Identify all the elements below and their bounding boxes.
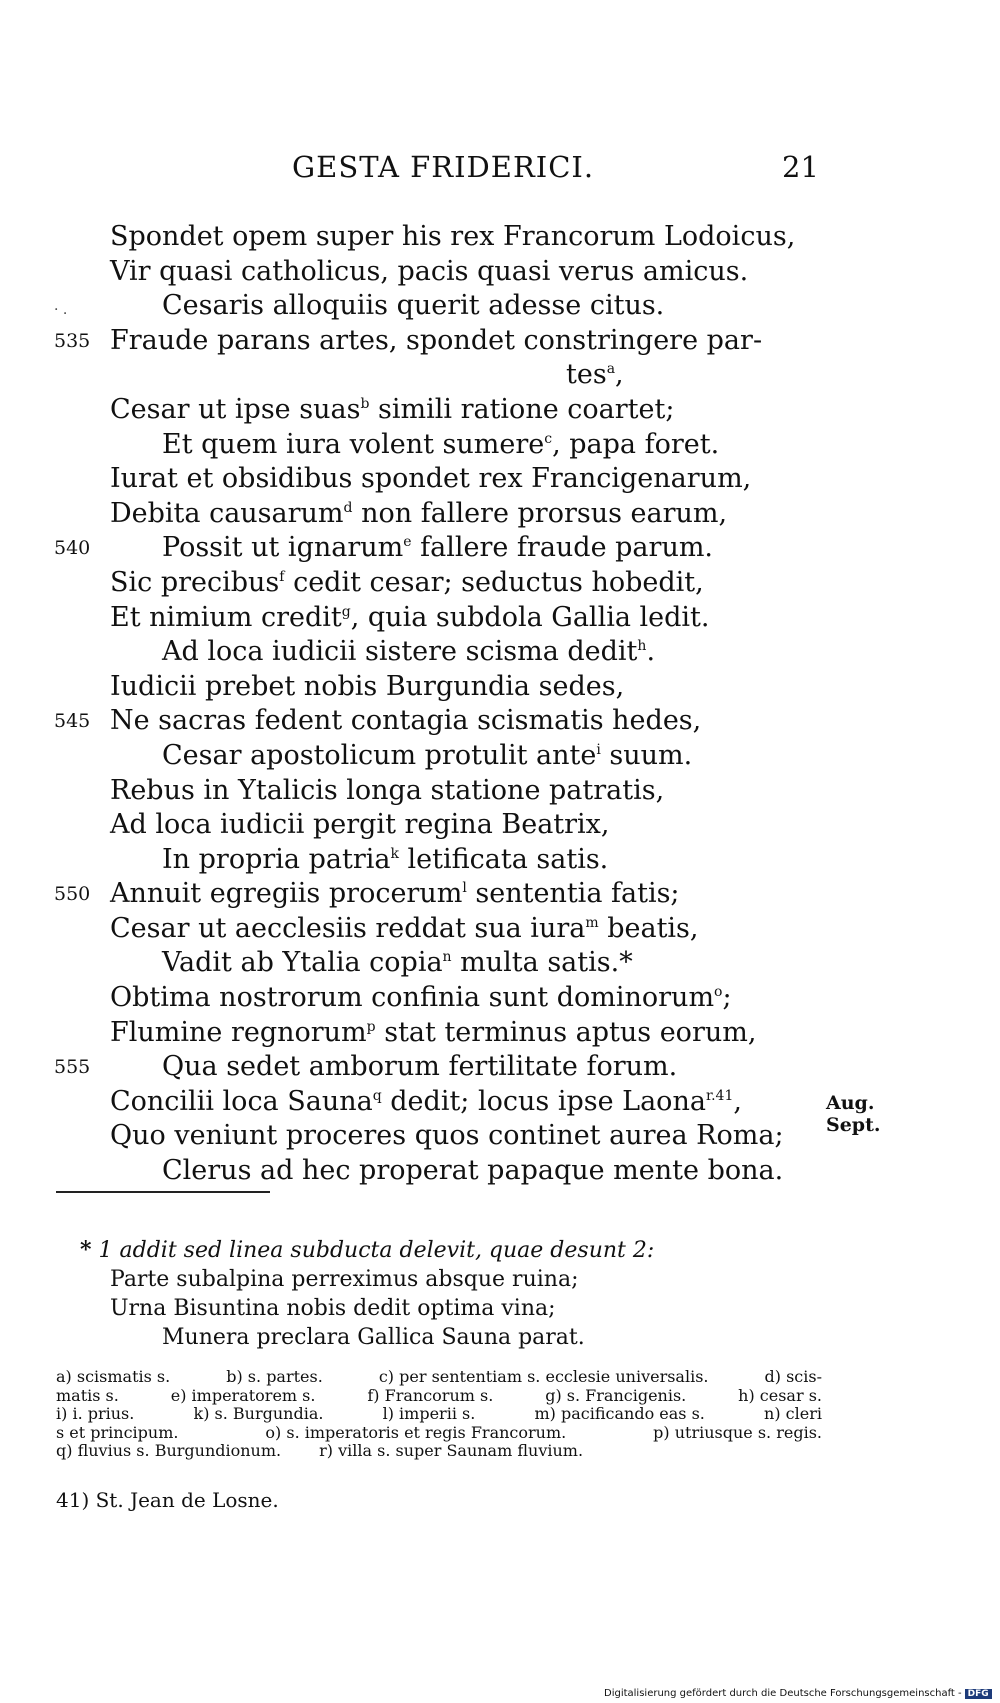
footnote-marker: d — [343, 499, 353, 516]
verse-line — [0, 877, 1000, 912]
verse-block — [0, 220, 1000, 1189]
historical-note: 41) St. Jean de Losne. — [56, 1488, 279, 1512]
star-footnote-intro-text: 1 addit sed linea subducta delevit, quae desunt 2: — [98, 1238, 655, 1263]
verse-line — [0, 601, 1000, 636]
variant-note: o) s. imperatoris et regis Francorum. — [265, 1422, 567, 1442]
variant-line — [56, 1424, 822, 1443]
verse-text-after: , papa foret. — [552, 428, 720, 460]
footnote-marker: m — [585, 914, 599, 931]
verse-line — [0, 774, 1000, 809]
verse-line — [0, 635, 1000, 670]
verse-text-main: Flumine regnorum — [110, 1016, 367, 1048]
verse-text-main: In propria patria — [162, 843, 391, 875]
verse-text-after: suum. — [600, 739, 693, 771]
verse-text-main: Cesar apostolicum protulit ante — [162, 739, 597, 771]
variant-note: c) per sententiam s. ecclesie universalis. — [378, 1367, 709, 1386]
digitization-credit — [604, 1688, 992, 1699]
variant-line — [56, 1387, 822, 1406]
variant-note: d) scis- — [764, 1367, 822, 1386]
verse-line — [0, 289, 1000, 324]
verse-text — [162, 428, 719, 463]
variant-note: e) imperatorem s. — [170, 1385, 316, 1405]
variant-note: b) s. partes. — [226, 1367, 323, 1386]
stray-mark: · . — [54, 302, 68, 318]
variant-note: s et principum. — [56, 1422, 179, 1442]
verse-text — [162, 843, 608, 878]
verse-text — [110, 981, 732, 1016]
verse-line — [0, 808, 1000, 843]
verse-text-main: Ne sacras fedent contagia scismatis hedes, — [110, 705, 702, 737]
star-footnote-line: Urna Bisuntina nobis dedit optima vina; — [110, 1296, 556, 1321]
variant-note: m) pacificando eas s. — [534, 1404, 705, 1423]
verse-text-after: non fallere prorsus earum, — [352, 497, 728, 529]
variant-line — [56, 1442, 822, 1461]
verse-text-after: simili ratione coartet; — [369, 393, 675, 425]
verse-text-main: Possit ut ignarum — [162, 532, 404, 564]
variant-note: g) s. Francigenis. — [545, 1385, 687, 1405]
verse-text — [162, 739, 692, 774]
verse-line — [0, 739, 1000, 774]
verse-line — [0, 393, 1000, 428]
verse-text — [110, 877, 680, 912]
verse-text-main: Vir quasi catholicus, pacis quasi verus amicus. — [110, 255, 749, 287]
footnote-marker: i — [596, 741, 601, 758]
verse-text-main: Vadit ab Ytalia copia — [162, 947, 443, 979]
verse-text-main: Et quem iura volent sumere — [162, 428, 545, 460]
verse-line — [0, 981, 1000, 1016]
star-footnote — [80, 1236, 920, 1352]
verse-line — [0, 1154, 1000, 1189]
variant-note: f) Francorum s. — [367, 1385, 494, 1405]
verse-text — [110, 255, 748, 290]
verse-text — [110, 704, 701, 739]
variant-note: h) cesar s. — [738, 1385, 822, 1405]
footnote-marker: l — [462, 880, 467, 897]
verse-line — [0, 566, 1000, 601]
star-footnote-line: Parte subalpina perreximus absque ruina; — [110, 1267, 579, 1292]
verse-text — [110, 1085, 742, 1120]
footnote-marker: p — [366, 1018, 376, 1035]
verse-line — [0, 912, 1000, 947]
verse-text — [110, 912, 699, 947]
footnote-marker: o — [714, 984, 723, 1001]
verse-text-main: Qua sedet amborum fertilitate forum. — [162, 1051, 678, 1083]
footnote-marker-laona: r.41 — [705, 1087, 734, 1104]
dfg-logo: DFG — [965, 1689, 992, 1699]
verse-line — [0, 497, 1000, 532]
verse-text — [162, 635, 655, 670]
credit-text: Digitalisierung gefördert durch die Deutsche Forschungsgemeinschaft - — [604, 1688, 962, 1699]
verse-text-main: Ad loca iudicii pergit regina Beatrix, — [110, 809, 610, 841]
margin-note-month-2: Sept. — [826, 1114, 881, 1136]
footnote-marker: n — [442, 949, 452, 966]
line-number: 550 — [54, 883, 91, 906]
verse-line — [0, 670, 1000, 705]
star-footnote-line: Munera preclara Gallica Sauna parat. — [162, 1325, 585, 1350]
verse-line — [0, 324, 1000, 359]
variant-note: i) i. prius. — [56, 1404, 135, 1423]
verse-text-main: Iudicii prebet nobis Burgundia sedes, — [110, 670, 625, 702]
running-title: GESTA FRIDERICI. — [292, 150, 595, 184]
footnote-marker: h — [637, 638, 647, 655]
verse-line — [0, 946, 1000, 981]
footnote-marker: g — [341, 603, 351, 620]
page-header — [0, 150, 1000, 190]
variant-line — [56, 1405, 822, 1424]
verse-text-after: multa satis.* — [451, 947, 633, 979]
verse-line — [0, 358, 1000, 393]
verse-line — [0, 220, 1000, 255]
verse-text-main: Clerus ad hec properat papaque mente bona. — [162, 1155, 784, 1187]
verse-text-after: . — [646, 636, 656, 668]
footnote-marker: q — [372, 1087, 382, 1104]
variant-note: a) scismatis s. — [56, 1367, 171, 1386]
page-number: 21 — [782, 150, 819, 184]
verse-line — [0, 843, 1000, 878]
verse-text — [110, 220, 795, 255]
verse-text — [110, 462, 751, 497]
verse-text — [110, 808, 610, 843]
verse-text-after: cedit cesar; seductus hobedit, — [284, 566, 704, 598]
verse-text — [110, 601, 710, 636]
verse-text-main: Iurat et obsidibus spondet rex Francigenarum, — [110, 463, 752, 495]
verse-text-after: ; — [722, 982, 732, 1014]
variant-note: q) fluvius s. Burgundionum. — [56, 1441, 282, 1460]
verse-text-after: letificata satis. — [398, 843, 609, 875]
verse-line — [0, 531, 1000, 566]
variant-note: p) utriusque s. regis. — [653, 1422, 822, 1442]
verse-text — [110, 670, 624, 705]
variant-note: r) villa s. super Saunam fluvium. — [319, 1441, 584, 1460]
verse-text-after: stat terminus aptus eorum, — [375, 1016, 757, 1048]
verse-text-main: Fraude parans artes, spondet constringere par- — [110, 324, 763, 356]
footnote-marker: c — [544, 430, 553, 447]
verse-text — [162, 946, 633, 981]
variant-note: matis s. — [56, 1385, 119, 1405]
variant-note: l) imperii s. — [382, 1404, 476, 1423]
footnote-marker: a — [606, 361, 616, 378]
line-number: 555 — [54, 1056, 91, 1079]
verse-text-main: tes — [566, 359, 607, 391]
verse-text — [162, 531, 713, 566]
verse-text-main: Cesar ut aecclesiis reddat sua iura — [110, 912, 586, 944]
footnote-marker: b — [360, 395, 370, 412]
verse-text-main: Cesaris alloquiis querit adesse citus. — [162, 290, 665, 322]
verse-text — [162, 289, 664, 324]
verse-text-main: Annuit egregiis procerum — [110, 878, 463, 910]
star-footnote-intro — [80, 1236, 920, 1265]
verse-text-main: Debita causarum — [110, 497, 344, 529]
verse-line — [0, 1016, 1000, 1051]
verse-text-main: Rebus in Ytalicis longa statione patratis, — [110, 774, 665, 806]
verse-line — [0, 428, 1000, 463]
verse-text-main: Cesar ut ipse suas — [110, 393, 361, 425]
verse-text-main: Concilii loca Sauna — [110, 1085, 373, 1117]
footnote-marker: f — [279, 568, 285, 585]
verse-text-main: Obtima nostrorum confinia sunt dominorum — [110, 982, 715, 1014]
margin-date-note — [826, 1092, 881, 1136]
verse-text — [110, 324, 762, 359]
verse-text — [110, 1119, 784, 1154]
verse-text-main: Sic precibus — [110, 566, 280, 598]
verse-text-after: dedit; locus ipse Laona — [381, 1085, 706, 1117]
verse-text-after: sententia fatis; — [466, 878, 680, 910]
margin-note-month-1: Aug. — [826, 1092, 875, 1114]
footnote-marker: e — [403, 534, 412, 551]
verse-text — [110, 393, 674, 428]
line-number: 535 — [54, 329, 91, 352]
verse-text-after: , quia subdola Gallia ledit. — [350, 601, 710, 633]
verse-text — [110, 566, 704, 601]
verse-text — [162, 1050, 677, 1085]
line-number: 545 — [54, 710, 91, 733]
verse-text — [110, 497, 727, 532]
variant-note: k) s. Burgundia. — [193, 1404, 324, 1423]
footnote-rule — [56, 1191, 270, 1193]
variant-note: n) cleri — [764, 1404, 822, 1423]
verse-line — [0, 704, 1000, 739]
verse-text-main: Ad loca iudicii sistere scisma dedit — [162, 636, 638, 668]
laona-punct: , — [733, 1085, 742, 1117]
verse-text-main: Et nimium credit — [110, 601, 342, 633]
verse-text — [110, 1016, 756, 1051]
verse-line — [0, 1050, 1000, 1085]
verse-text — [110, 774, 664, 809]
asterisk-mark: * — [80, 1237, 92, 1263]
variant-line — [56, 1368, 822, 1387]
verse-text-after: , — [615, 359, 624, 391]
footnote-marker: k — [390, 845, 399, 862]
verse-text — [162, 1154, 783, 1189]
verse-text-after: fallere fraude parum. — [411, 532, 714, 564]
verse-text-main: Quo veniunt proceres quos continet aurea Roma; — [110, 1120, 784, 1152]
verse-text-after: beatis, — [598, 912, 699, 944]
verse-line — [0, 255, 1000, 290]
verse-text — [566, 358, 624, 393]
verse-text-main: Spondet opem super his rex Francorum Lodoicus, — [110, 221, 796, 252]
line-number: 540 — [54, 537, 91, 560]
verse-line — [0, 462, 1000, 497]
variant-notes — [56, 1368, 822, 1461]
